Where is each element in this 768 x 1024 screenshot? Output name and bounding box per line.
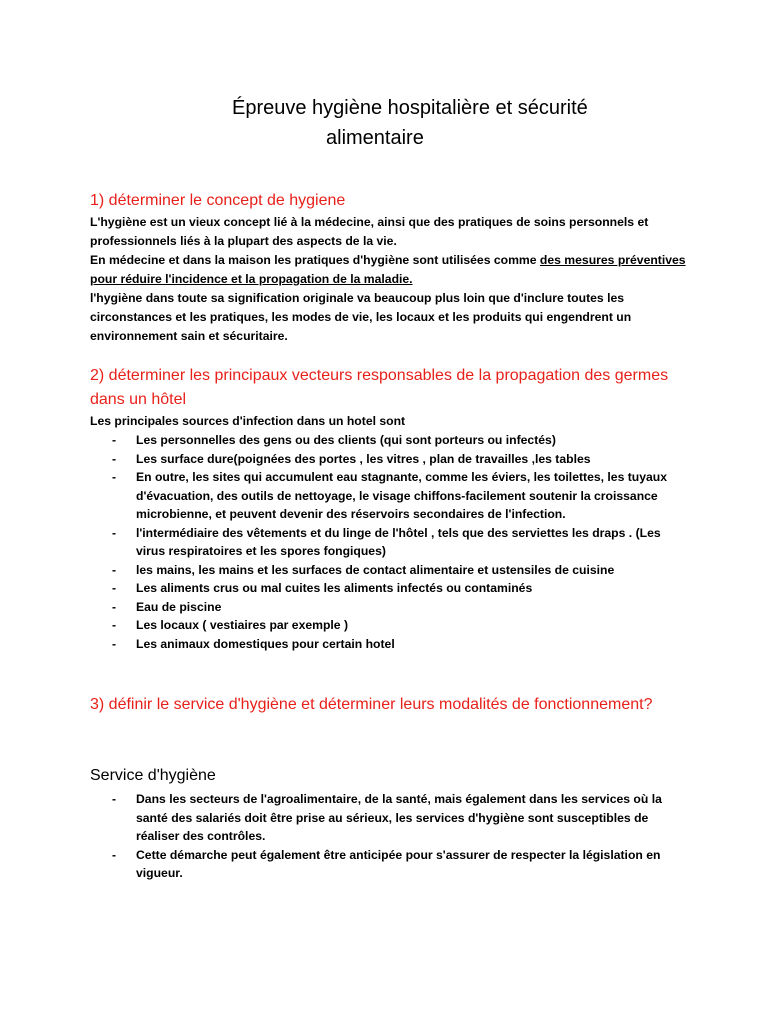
list-item-text: l'intermédiaire des vêtements et du linge de l'hôtel , tels que des serviettes les draps . (Les virus respiratoires et les spores fongiques) bbox=[136, 525, 661, 558]
section-1-paragraph-2 bbox=[90, 251, 690, 289]
list-item bbox=[90, 846, 690, 883]
list-item-text: Dans les secteurs de l'agroalimentaire, de la santé, mais également dans les services où la santé des salariés doit être prise au sérieux, les services d'hygiène sont susceptibles de réaliser des contrôles. bbox=[136, 792, 662, 843]
dash-bullet: - bbox=[112, 599, 117, 614]
list-item bbox=[90, 524, 690, 561]
list-item-text: Les personnelles des gens ou des clients (qui sont porteurs ou infectés) bbox=[136, 433, 556, 447]
dash-bullet: - bbox=[112, 451, 117, 466]
section-2-intro: Les principales sources d'infection dans un hotel sont bbox=[90, 414, 406, 428]
section-2 bbox=[90, 364, 690, 653]
section-3-subheading: Service d'hygiène bbox=[90, 767, 216, 784]
list-item bbox=[90, 431, 690, 450]
list-item bbox=[90, 579, 690, 598]
list-item bbox=[90, 450, 690, 469]
section-3-service bbox=[90, 764, 690, 883]
section-3-heading: 3) définir le service d'hygiène et déterminer leurs modalités de fonctionnement? bbox=[90, 696, 653, 713]
dash-bullet: - bbox=[112, 636, 117, 651]
section-2-heading: 2) déterminer les principaux vecteurs responsables de la propagation des germes dans un hôtel bbox=[90, 367, 669, 408]
section-3 bbox=[90, 693, 690, 717]
section-1-heading: 1) déterminer le concept de hygiene bbox=[90, 192, 346, 209]
section-1-paragraph-2-text: En médecine et dans la maison les pratiques d'hygiène sont utilisées comme bbox=[90, 253, 540, 267]
list-item-text: Les animaux domestiques pour certain hotel bbox=[136, 636, 395, 651]
list-item-text: Les surface dure(poignées des portes , les vitres , plan de travailles ,les tables bbox=[136, 451, 591, 466]
dash-bullet: - bbox=[112, 470, 117, 484]
list-item-text: Eau de piscine bbox=[136, 599, 222, 614]
list-item bbox=[90, 616, 690, 635]
dash-bullet: - bbox=[112, 792, 117, 806]
list-item bbox=[90, 468, 690, 524]
list-item bbox=[90, 561, 690, 580]
dash-bullet: - bbox=[112, 433, 117, 447]
list-item bbox=[90, 598, 690, 617]
dash-bullet: - bbox=[112, 525, 117, 540]
section-1-paragraph-1: L'hygiène est un vieux concept lié à la médecine, ainsi que des pratiques de soins personnels et professionnels liés à la plupart des aspects de la vie. bbox=[90, 215, 649, 248]
list-item bbox=[90, 790, 690, 846]
dash-bullet: - bbox=[112, 581, 117, 595]
list-item-text: Les aliments crus ou mal cuites les aliments infectés ou contaminés bbox=[136, 581, 533, 595]
title-line-1: Épreuve hygiène hospitalière et sécurité bbox=[232, 97, 588, 119]
section-3-list bbox=[90, 790, 690, 883]
title-line-2: alimentaire bbox=[326, 127, 424, 149]
section-1-paragraph-3: l'hygiène dans toute sa signification originale va beaucoup plus loin que d'inclure toutes les circonstances et les pratiques, les modes de vie, les locaux et les produits qui engendrent un environnement sain et sécuritaire. bbox=[90, 291, 632, 343]
dash-bullet: - bbox=[112, 618, 117, 632]
list-item-text: les mains, les mains et les surfaces de contact alimentaire et ustensiles de cuisine bbox=[136, 562, 615, 577]
dash-bullet: - bbox=[112, 847, 117, 862]
list-item-text: Les locaux ( vestiaires par exemple ) bbox=[136, 618, 349, 632]
list-item-text: Cette démarche peut également être anticipée pour s'assurer de respecter la législation en vigueur. bbox=[136, 847, 661, 880]
section-2-list bbox=[90, 431, 690, 653]
dash-bullet: - bbox=[112, 562, 117, 577]
list-item-text: En outre, les sites qui accumulent eau stagnante, comme les éviers, les toilettes, les tuyaux d'évacuation, des outils de nettoyage, le visage chiffons-facilement soutenir la croissance microbienne, et peuvent devenir des réservoirs secondaires de l'infection. bbox=[136, 470, 668, 521]
section-1 bbox=[90, 189, 690, 346]
section-1-underlined-text: des mesures préventives pour réduire l'incidence et la propagation de la maladie. bbox=[90, 253, 686, 286]
list-item bbox=[90, 635, 690, 654]
